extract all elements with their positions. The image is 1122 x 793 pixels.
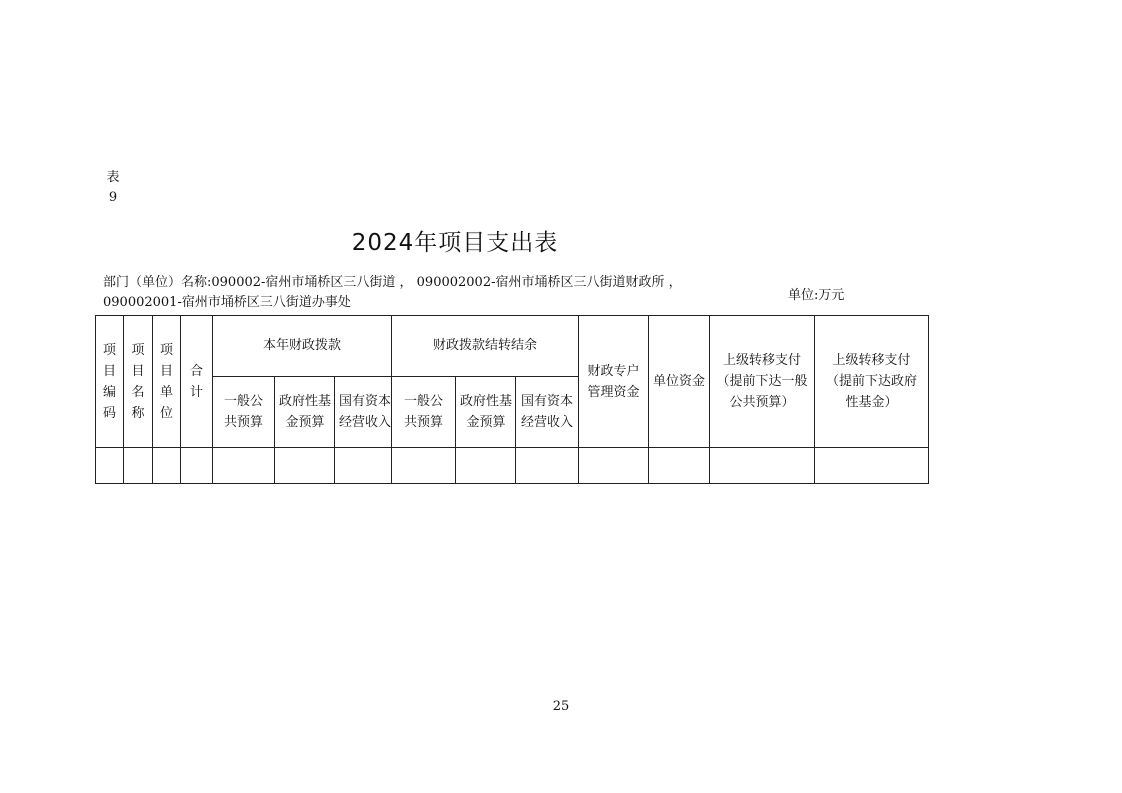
unit-label: 单位:万元 bbox=[788, 288, 845, 303]
header-cy-state-capital: 国有资本经营收入 bbox=[335, 377, 392, 448]
cell-co-gov-fund bbox=[456, 448, 516, 484]
cell-cy-general-public bbox=[213, 448, 275, 484]
header-total: 合计 bbox=[181, 316, 213, 448]
header-project-name: 项目名称 bbox=[124, 316, 153, 448]
cell-project-unit bbox=[153, 448, 181, 484]
header-cy-general-public: 一般公共预算 bbox=[213, 377, 275, 448]
page-title: 2024年项目支出表 bbox=[351, 230, 559, 256]
table-number-label: 表 bbox=[106, 170, 120, 185]
cell-special-fund bbox=[579, 448, 649, 484]
header-current-year-group: 本年财政拨款 bbox=[213, 316, 392, 377]
header-transfer-general: 上级转移支付（提前下达一般公共预算） bbox=[710, 316, 815, 448]
header-row-1 bbox=[96, 316, 929, 377]
cell-transfer-general bbox=[710, 448, 815, 484]
cell-unit-fund bbox=[649, 448, 710, 484]
cell-cy-state-capital bbox=[335, 448, 392, 484]
page-number: 25 bbox=[552, 699, 570, 714]
cell-project-code bbox=[96, 448, 124, 484]
table-row bbox=[96, 448, 929, 484]
header-project-unit: 项目单位 bbox=[153, 316, 181, 448]
header-cy-gov-fund: 政府性基金预算 bbox=[275, 377, 335, 448]
cell-project-name bbox=[124, 448, 153, 484]
header-unit-fund: 单位资金 bbox=[649, 316, 710, 448]
header-co-general-public: 一般公共预算 bbox=[392, 377, 456, 448]
cell-co-general-public bbox=[392, 448, 456, 484]
cell-total bbox=[181, 448, 213, 484]
table-number bbox=[103, 168, 123, 208]
department-name: 部门（单位）名称:090002-宿州市埇桥区三八街道 ， 090002002-宿州市埇桥区三八街道财政所 ， 090002001-宿州市埇桥区三八街道办事处 bbox=[103, 275, 682, 310]
header-co-gov-fund: 政府性基金预算 bbox=[456, 377, 516, 448]
header-carryover-group: 财政拨款结转结余 bbox=[392, 316, 579, 377]
header-transfer-fund: 上级转移支付（提前下达政府性基金） bbox=[815, 316, 929, 448]
cell-cy-gov-fund bbox=[275, 448, 335, 484]
project-expenditure-table bbox=[95, 315, 929, 484]
header-special-fund: 财政专户管理资金 bbox=[579, 316, 649, 448]
cell-transfer-fund bbox=[815, 448, 929, 484]
table-number-value: 9 bbox=[108, 190, 118, 205]
header-project-code: 项目编码 bbox=[96, 316, 124, 448]
cell-co-state-capital bbox=[516, 448, 579, 484]
header-co-state-capital: 国有资本经营收入 bbox=[516, 377, 579, 448]
